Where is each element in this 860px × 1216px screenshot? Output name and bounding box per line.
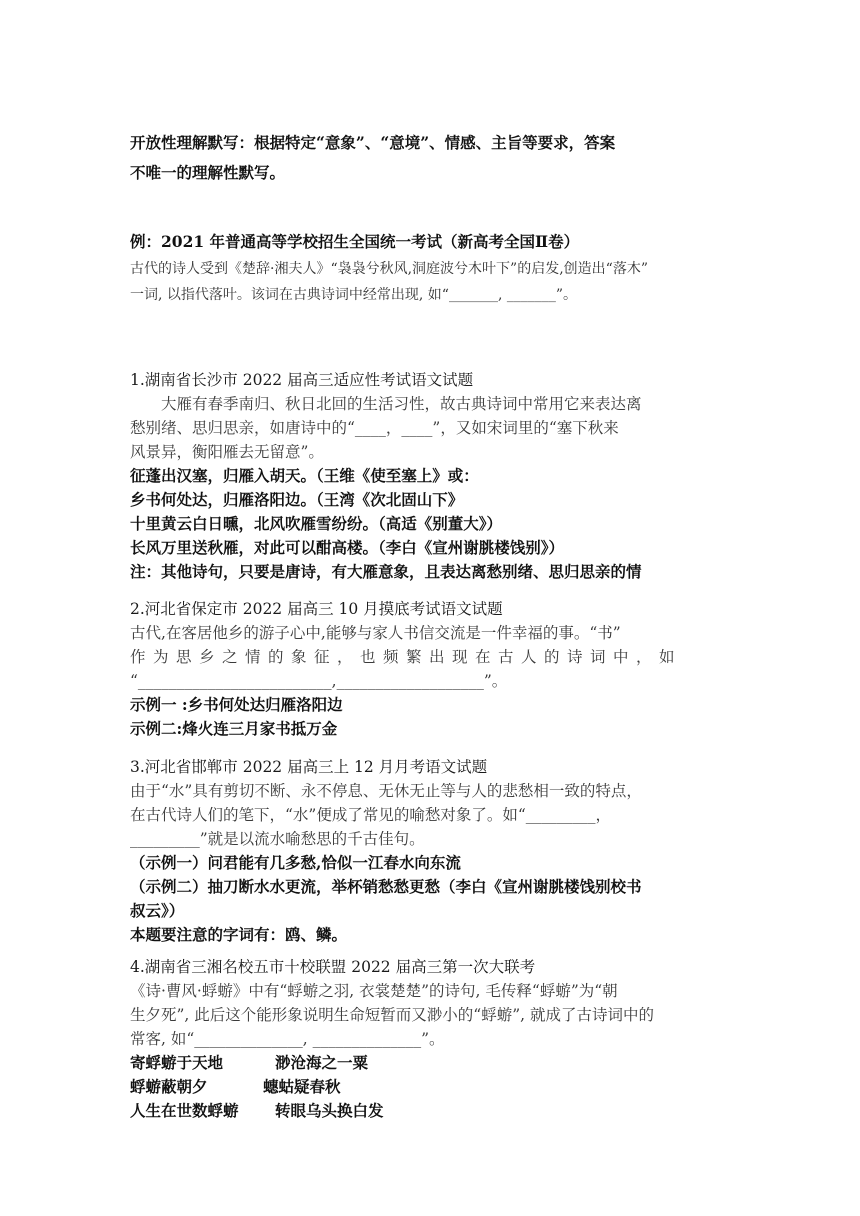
question-2: [130, 597, 730, 741]
q4-pair-2-left: 蜉蝣蔽朝夕: [130, 1077, 208, 1096]
example-section: [130, 230, 730, 308]
q1-answer-3: 十里黄云白日曛，北风吹雁雪纷纷。（高适《别董大》）: [130, 514, 503, 533]
q3-answer-3: 叔云》）: [130, 901, 185, 920]
q3-answer-4: 本题要注意的字词有：鸥、鳞。: [130, 925, 348, 944]
q1-note: 注：其他诗句，只要是唐诗，有大雁意象，且表达离愁别绪、思归思亲的情: [130, 562, 642, 581]
question-4: [130, 955, 730, 1123]
q3-answer-1: （示例一）问君能有几多愁,恰似一江春水向东流: [130, 853, 461, 872]
q2-answer-1: 示例一 :乡书何处达归雁洛阳边: [130, 695, 343, 714]
q4-answer-pair-2: [130, 1075, 730, 1099]
q4-stem-2: 生夕死”, 此后这个能形象说明生命短暂而又渺小的“蜉蝣”, 就成了古诗词中的: [130, 1006, 654, 1024]
q4-pair-3-right: 转眼乌头换白发: [275, 1101, 384, 1120]
intro-line-2: 不唯一的理解性默写。: [130, 163, 286, 182]
q3-stem-2: 在古代诗人们的笔下，“水”便成了常见的喻愁对象了。如“_________，: [130, 806, 612, 824]
q3-stem-3: _________”就是以流水喻愁思的千古佳句。: [130, 830, 425, 848]
q4-answer-pair-1: [130, 1051, 730, 1075]
q1-stem-1: 大雁有春季南归、秋日北回的生活习性，故古典诗词中常用它来表达离: [161, 395, 642, 413]
q4-pair-2-right: 蟪蛄疑春秋: [263, 1077, 341, 1096]
q1-heading: 1.湖南省长沙市 2022 届高三适应性考试语文试题: [130, 371, 474, 389]
intro-paragraph: [130, 128, 730, 188]
question-3: [130, 755, 730, 947]
q2-heading: 2.河北省保定市 2022 届高三 10 月摸底考试语文试题: [130, 600, 503, 618]
q1-stem-3: 风景异，衡阳雁去无留意”。: [130, 443, 324, 461]
q3-stem-1: 由于“水”具有剪切不断、永不停息、无休无止等与人的悲愁相一致的特点，: [130, 782, 642, 800]
q4-answer-pair-3: [130, 1099, 730, 1123]
question-1: [130, 368, 730, 584]
q1-stem-2: 愁别绪、思归思亲，如唐诗中的“____，____”，又如宋词里的“塞下秋来: [130, 419, 619, 437]
q1-answer-4: 长风万里送秋雁，对此可以酣高楼。（李白《宣州谢朓楼饯别》）: [130, 538, 565, 557]
q2-stem-2: 作为思乡之情的象征，也频繁出现在古人的诗词中，如: [130, 648, 683, 666]
q4-stem-3: 常客, 如“______________, ______________”。: [130, 1030, 445, 1048]
intro-line-1: 开放性理解默写：根据特定“意象”、“意境”、情感、主旨等要求，答案: [130, 133, 616, 152]
q1-answer-2: 乡书何处达，归雁洛阳边。（王湾《次北固山下》: [130, 490, 464, 509]
q2-stem-3: “_________________________,___________________”。: [130, 672, 508, 690]
q1-answer-1: 征蓬出汉塞，归雁入胡天。（王维《使至塞上》或：: [130, 466, 479, 485]
q4-heading: 4.湖南省三湘名校五市十校联盟 2022 届高三第一次大联考: [130, 958, 536, 976]
example-line-2: 一词, 以指代落叶。该词在古典诗词中经常出现, 如“_______, _______”。: [130, 287, 578, 303]
q4-pair-3-left: 人生在世数蜉蝣: [130, 1101, 239, 1120]
q3-answer-2: （示例二）抽刀断水水更流，举杯销愁愁更愁（李白《宣州谢朓楼饯别校书: [130, 877, 642, 896]
q2-answer-2: 示例二:烽火连三月家书抵万金: [130, 719, 338, 738]
q2-stem-1: 古代,在客居他乡的游子心中,能够与家人书信交流是一件幸福的事。“书”: [130, 624, 621, 642]
q3-heading: 3.河北省邯郸市 2022 届高三上 12 月月考语文试题: [130, 758, 488, 776]
q4-pair-1-right: 渺沧海之一粟: [275, 1053, 369, 1072]
q4-pair-1-left: 寄蜉蝣于天地: [130, 1053, 224, 1072]
example-heading: 例：2021 年普通高等学校招生全国统一考试（新高考全国Ⅱ卷）: [130, 232, 580, 251]
q4-stem-1: 《诗·曹风·蜉蝣》中有“蜉蝣之羽, 衣裳楚楚”的诗句, 毛传释“蜉蝣”为“朝: [130, 982, 618, 1000]
example-line-1: 古代的诗人受到《楚辞·湘夫人》“袅袅兮秋风,洞庭波兮木叶下”的启发,创造出“落木”: [130, 261, 648, 277]
